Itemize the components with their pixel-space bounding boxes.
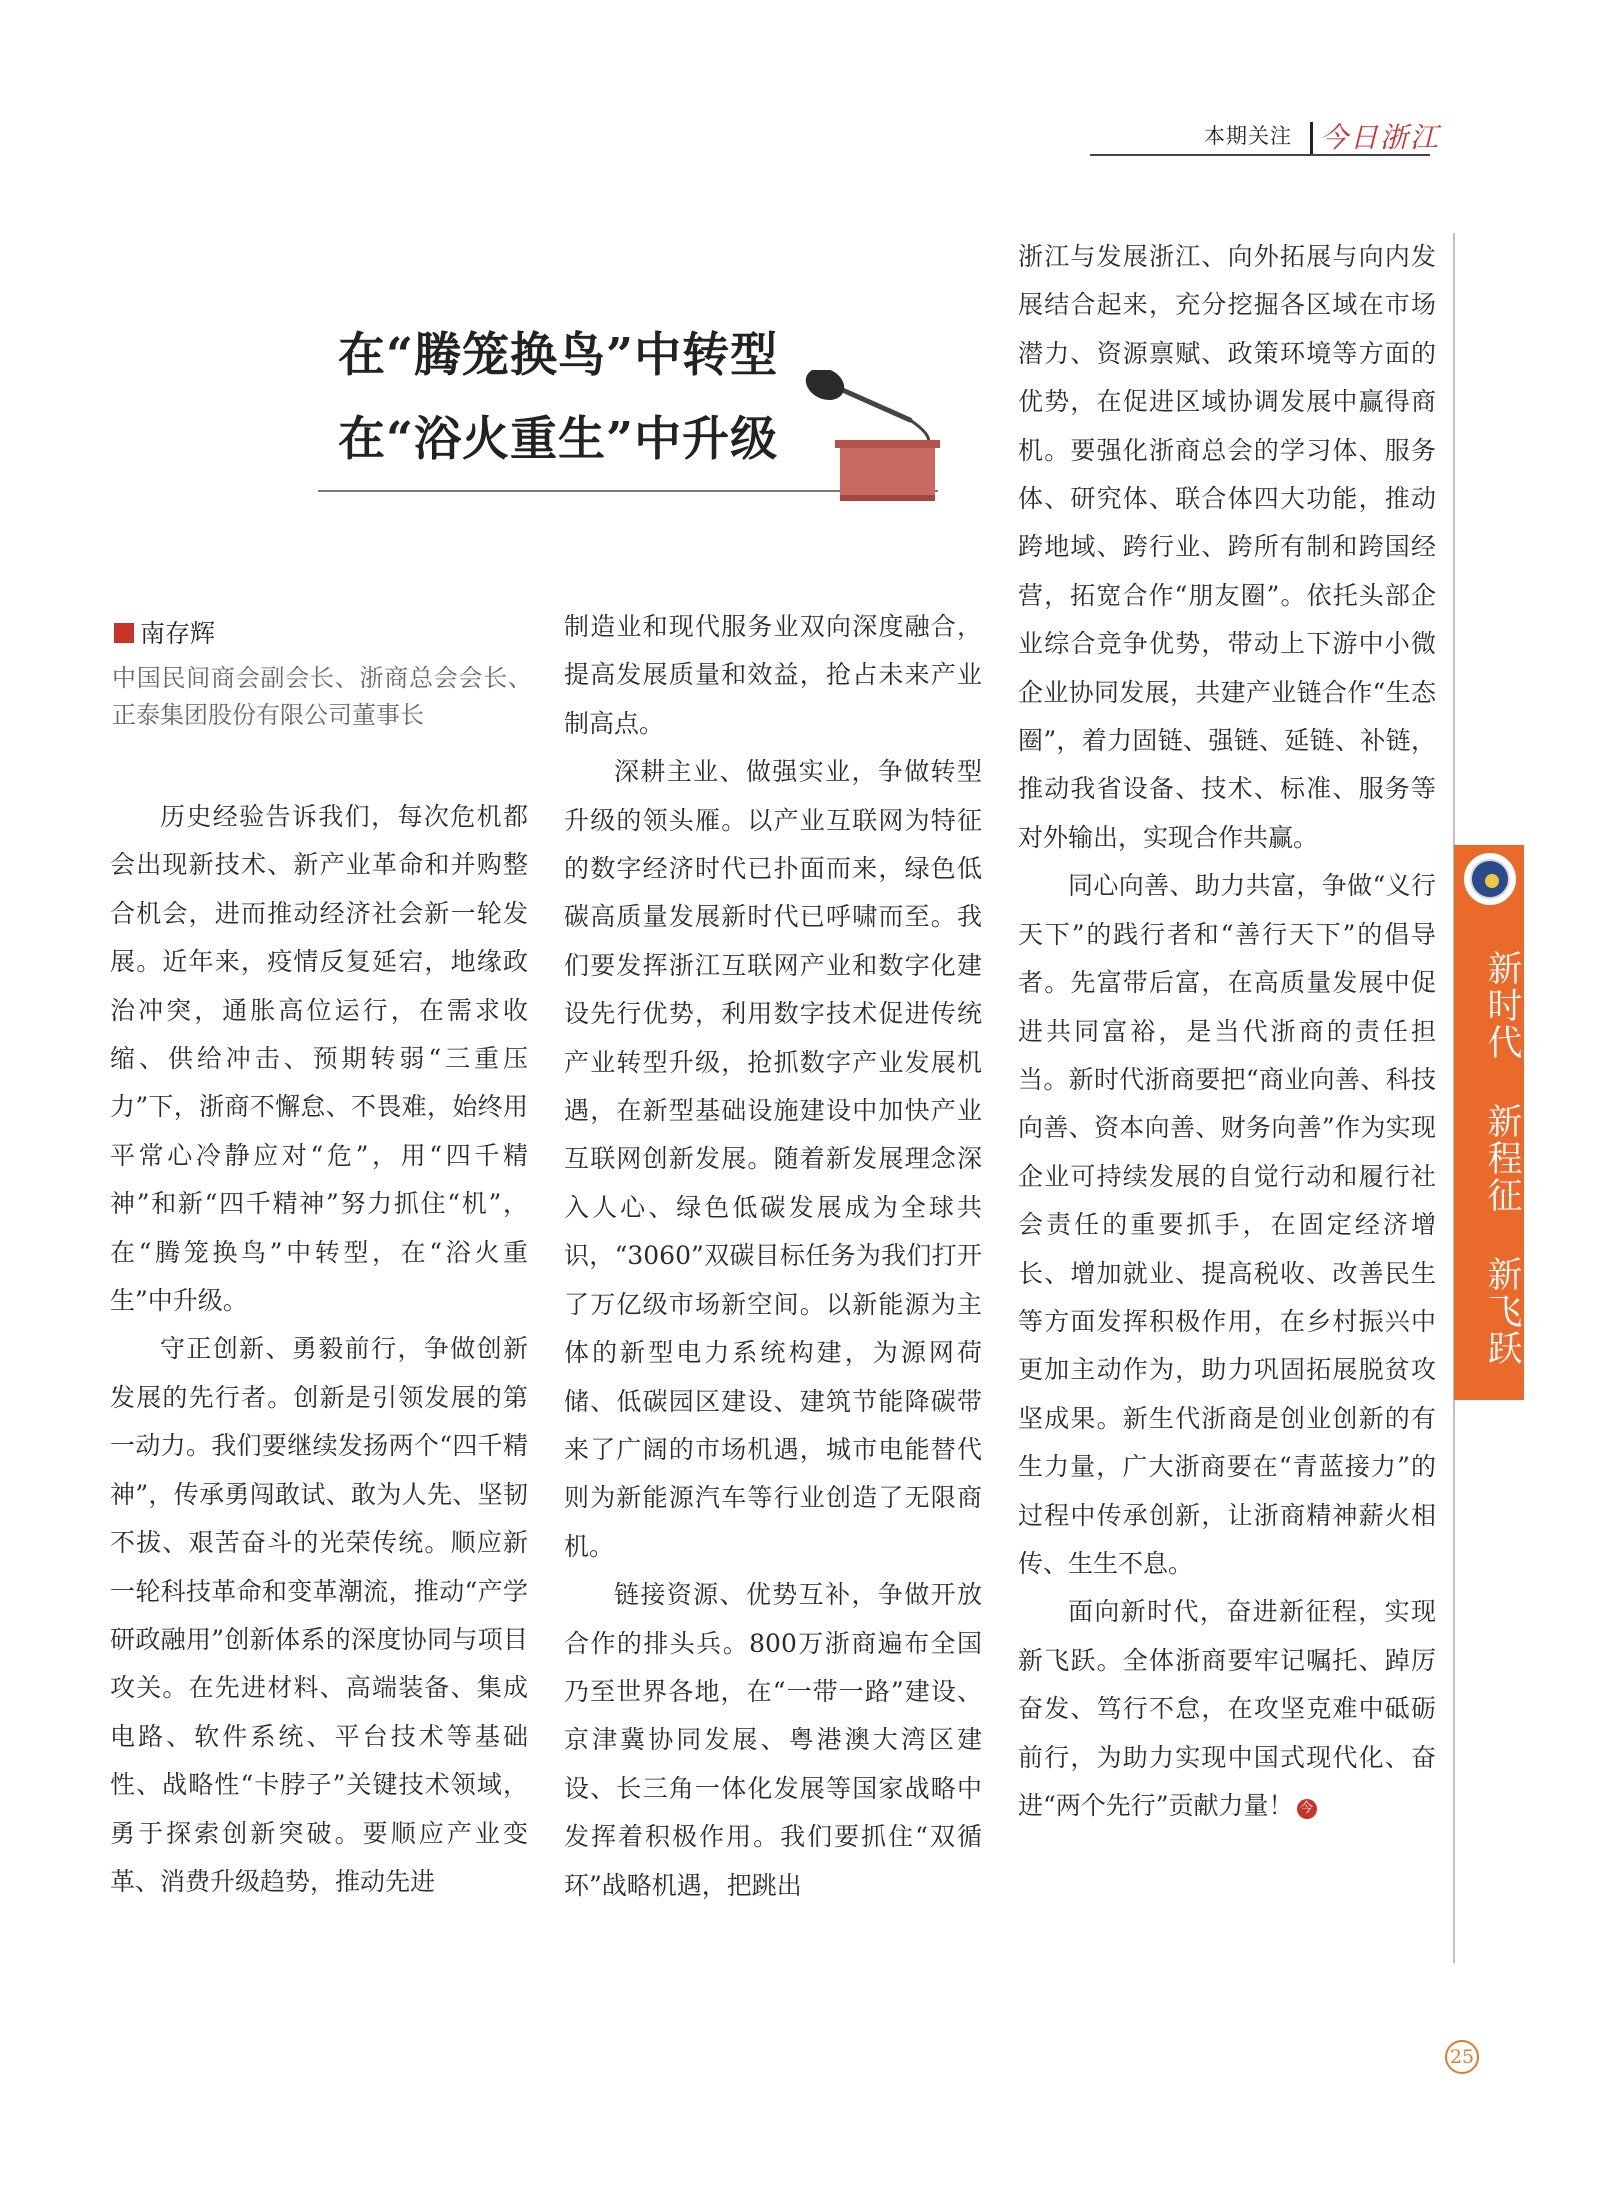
author-marker [114, 623, 134, 643]
article-title-line1: 在“腾笼换鸟”中转型 [338, 328, 779, 383]
seal-emblem-icon [1464, 853, 1516, 905]
paragraph-text: 面向新时代，奋进新征程，实现新飞跃。全体浙商要牢记嘱托、踔厉奋发、笃行不怠，在攻坚克难中砥砺前行，为助力实现中国式现代化、奋进“两个先行”贡献力量！ [1018, 1597, 1436, 1820]
side-tab-text: 新时代 新程征 新飞跃 [1482, 949, 1522, 1367]
article-column-1 [110, 793, 528, 1906]
microphone-podium-icon [800, 370, 950, 520]
paragraph: 守正创新、勇毅前行，争做创新发展的先行者。创新是引领发展的第一动力。我们要继续发扬两个“四千精神”，传承勇闯敢试、敢为人先、坚韧不拔、艰苦奋斗的光荣传统。顺应新一轮科技革命和变革潮流，推动“产学研政融用”创新体系的深度协同与项目攻关。在先进材料、高端装备、集成电路、软件系统、平台技术等基础性、战略性“卡脖子”关键技术领域，勇于探索创新突破。要顺应产业变革、消费升级趋势，推动先进 [110, 1334, 528, 1896]
side-tab [1454, 845, 1524, 1400]
header-divider [1310, 122, 1313, 156]
paragraph: 深耕主业、做强实业，争做转型升级的领头雁。以产业互联网为特征的数字经济时代已扑面而来，绿色低碳高质量发展新时代已呼啸而至。我们要发挥浙江互联网产业和数字化建设先行优势，利用数字技术促进传统产业转型升级，抢抓数字产业发展机遇，在新型基础设施建设中加快产业互联网创新发展。随着新发展理念深入人心、绿色低碳发展成为全球共识，“3060”双碳目标任务为我们打开了万亿级市场新空间。以新能源为主体的新型电力系统构建，为源网荷储、低碳园区建设、建筑节能降碳带来了广阔的市场机遇，城市电能替代则为新能源汽车等行业创造了无限商机。 [564, 757, 982, 1561]
header-rule [1090, 154, 1430, 156]
article-column-2 [564, 603, 982, 1910]
author-bio: 中国民间商会副会长、浙商总会会长、正泰集团股份有限公司董事长 [112, 664, 532, 730]
header-section-label: 本期关注 [1204, 124, 1292, 148]
page-number: 25 [1445, 2040, 1479, 2074]
end-mark-icon: 今 [1297, 1799, 1317, 1819]
paragraph: 制造业和现代服务业双向深度融合，提高发展质量和效益，抢占未来产业制高点。 [564, 612, 982, 738]
author-name-text: 南存辉 [140, 619, 216, 648]
paragraph: 同心向善、助力共富，争做“义行天下”的践行者和“善行天下”的倡导者。先富带后富，在高质量发展中促进共同富裕，是当代浙商的责任担当。新时代浙商要把“商业向善、科技向善、资本向善、财务向善”作为实现企业可持续发展的自觉行动和履行社会责任的重要抓手，在固定经济增长、增加就业、提高税收、改善民生等方面发挥积极作用，在乡村振兴中更加主动作为，助力巩固拓展脱贫攻坚成果。新生代浙商是创业创新的有生力量，广大浙商要在“青蓝接力”的过程中传承创新，让浙商精神薪火相传、生生不息。 [1018, 871, 1436, 1578]
seal-core [1485, 874, 1499, 888]
seal-inner [1470, 859, 1510, 899]
article-title-line2: 在“浴火重生”中升级 [338, 412, 779, 467]
author-name [114, 614, 215, 650]
paragraph [1018, 1588, 1436, 1830]
paragraph: 历史经验告诉我们，每次危机都会出现新技术、新产业革命和并购整合机会，进而推动经济社会新一轮发展。近年来，疫情反复延宕，地缘政治冲突，通胀高位运行，在需求收缩、供给冲击、预期转弱“三重压力”下，浙商不懈怠、不畏难，始终用平常心冷静应对“危”，用“四千精神”和新“四千精神”努力抓住“机”，在“腾笼换鸟”中转型，在“浴火重生”中升级。 [110, 802, 528, 1316]
paragraph: 浙江与发展浙江、向外拓展与向内发展结合起来，充分挖掘各区域在市场潜力、资源禀赋、政策环境等方面的优势，在促进区域协调发展中赢得商机。要强化浙商总会的学习体、服务体、研究体、联合体四大功能，推动跨地域、跨行业、跨所有制和跨国经营，拓宽合作“朋友圈”。依托头部企业综合竞争优势，带动上下游中小微企业协同发展，共建产业链合作“生态圈”，着力固链、强链、延链、补链，推动我省设备、技术、标准、服务等对外输出，实现合作共赢。 [1018, 242, 1436, 852]
article-column-3 [1018, 233, 1436, 1830]
header-brand-logo: 今日浙江 [1320, 121, 1441, 154]
paragraph: 链接资源、优势互补，争做开放合作的排头兵。800万浙商遍布全国乃至世界各地，在“一带一路”建设、京津冀协同发展、粤港澳大湾区建设、长三角一体化发展等国家战略中发挥着积极作用。我们要抓住“双循环”战略机遇，把跳出 [564, 1580, 982, 1900]
